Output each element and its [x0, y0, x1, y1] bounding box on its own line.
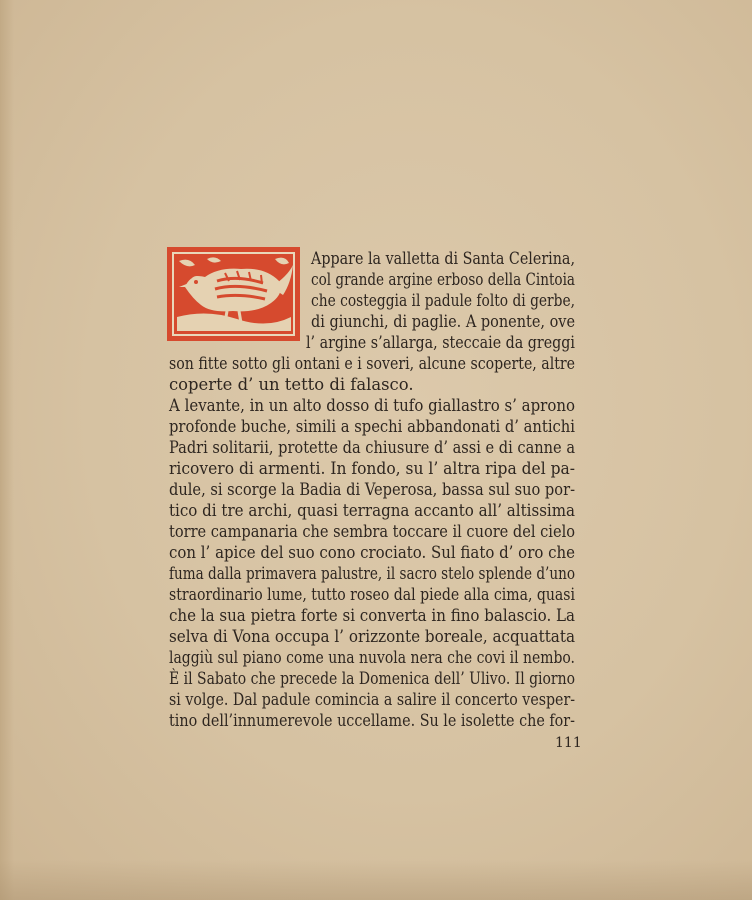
text-line: coperte d’ un tetto di falasco. [169, 375, 414, 394]
text-line: A levante, in un alto dosso di tufo giallastro s’ aprono [169, 396, 575, 415]
text-line: fuma dalla primavera palustre, il sacro stelo splende d’uno [169, 564, 575, 583]
text-line: Appare la valletta di Santa Celerina, [311, 249, 575, 268]
text-line: straordinario lume, tutto roseo dal piede alla cima, quasi [169, 585, 576, 604]
text-line: laggiù sul piano come una nuvola nera che covi il nembo. [169, 648, 575, 667]
bird-woodcut-initial-icon [167, 247, 300, 341]
text-line: ricovero di armenti. In fondo, su l’ altra ripa del pa- [169, 459, 576, 478]
text-line: di giunchi, di paglie. A ponente, ove [311, 312, 575, 331]
text-line: col grande argine erboso della Cintoia [311, 270, 575, 289]
text-line: È il Sabato che precede la Domenica dell’ Ulivo. Il giorno [169, 669, 576, 688]
text-line: che la sua pietra forte si converta in fino balascio. La [169, 606, 575, 625]
text-line: torre campanaria che sembra toccare il cuore del cielo [169, 522, 575, 541]
text-line: che costeggia il padule folto di gerbe, [311, 291, 575, 310]
text-line: con l’ apice del suo cono crociato. Sul fiato d’ oro che [169, 543, 575, 562]
text-line: tico di tre archi, quasi terragna accanto all’ altissima [169, 501, 576, 520]
text-line: selva di Vona occupa l’ orizzonte boreale, acquattata [169, 627, 576, 646]
text-line: profonde buche, simili a spechi abbandonati d’ antichi [169, 417, 576, 436]
text-line: dule, si scorge la Badia di Veperosa, bassa sul suo por- [169, 480, 576, 499]
page-number: 111 [555, 735, 582, 751]
text-line: l’ argine s’allarga, steccaie da greggi [306, 333, 575, 352]
text-line: si volge. Dal padule comincia a salire il concerto vesper- [169, 690, 576, 709]
text-line: Padri solitarii, protette da chiusure d’ assi e di canne a [169, 438, 576, 457]
decorated-initial [167, 247, 300, 341]
text-line: tino dell’innumerevole uccellame. Su le isolette che for- [169, 711, 575, 730]
text-line: son fitte sotto gli ontani e i soveri, alcune scoperte, altre [169, 354, 576, 373]
